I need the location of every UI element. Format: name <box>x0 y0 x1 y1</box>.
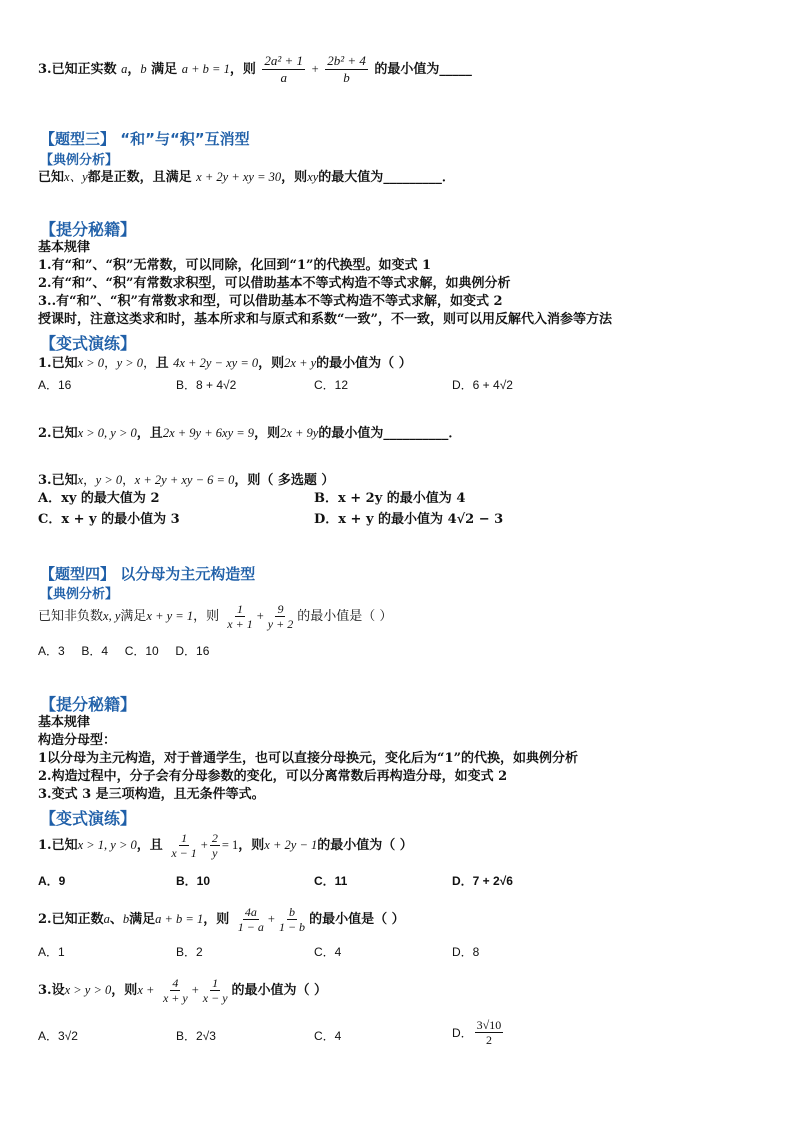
practice-question-1: 1.已知x > 1, y > 0，且 $\frac{1}{x - 1}$ + $\frac{2}{y}$ = 1，则x + 2y − 1的最小值为（ ） <box>38 831 413 860</box>
q-text: 1.已知 <box>38 838 78 853</box>
separator: 、 <box>109 912 123 927</box>
var-a: a <box>121 62 128 76</box>
q-text: 的最小值为（ ） <box>231 983 328 998</box>
option-b[interactable]: B．2√3 <box>176 1029 216 1043</box>
q-text: 3.已知 <box>38 473 78 488</box>
option-label: D． <box>452 1026 473 1040</box>
rule-line: 3..有“和”、“积”有常数求和型，可以借助基本不等式构造不等式求解，如变式 2 <box>38 294 503 309</box>
denominator: y <box>212 846 218 860</box>
denominator: b <box>343 70 350 85</box>
option-c[interactable]: C．x + y 的最小值为 3 <box>38 512 180 527</box>
vars: x, y <box>103 609 121 623</box>
q-number: 3. <box>38 62 52 77</box>
q-text: ，则 <box>254 426 281 441</box>
option-a[interactable]: A．1 <box>38 945 65 959</box>
q-text: ，则 <box>203 912 230 927</box>
rule-title: 基本规律 <box>38 715 91 730</box>
q-text: ，且 <box>136 426 163 441</box>
option-c[interactable]: C．4 <box>314 1029 342 1043</box>
expression: 2x + 9y <box>280 426 319 440</box>
fraction-2 <box>325 53 368 86</box>
fraction-2 <box>201 976 230 1005</box>
denominator: 1 − b <box>278 920 306 934</box>
q-text: 1.已知 <box>38 356 78 371</box>
q-text: 已知非负数 <box>38 609 104 624</box>
rule-line: 3.变式 3 是三项构造，且无条件等式。 <box>38 787 265 802</box>
expression: x + <box>137 983 155 997</box>
option-a[interactable]: A．3√2 <box>38 1029 78 1043</box>
numerator: 1 <box>181 831 188 845</box>
expression: xy <box>307 170 319 184</box>
section-3-title: 【题型三】 “和”与“积”互消型 <box>40 130 250 148</box>
numerator: 4 <box>172 976 179 990</box>
rule-line: 授课时，注意这类求和时，基本所求和与原式和系数“一致”，不一致，则可以用反解代入消参等方法 <box>38 312 612 327</box>
fraction-2 <box>210 831 220 860</box>
condition: x > 0 <box>77 356 105 370</box>
fraction <box>475 1018 504 1047</box>
fraction-1 <box>236 905 266 934</box>
fraction-1 <box>169 831 198 860</box>
q-text: 满足 <box>120 609 147 624</box>
expression: x + 2y − 1 <box>264 838 318 852</box>
q-text: ，则 <box>111 983 138 998</box>
option-d[interactable]: D．7 + 2√6 <box>452 874 513 888</box>
example-question: 已知非负数x, y满足x + y = 1，则 $\frac{1}{x + 1}$ + $\frac{9}{y + 2}$ 的最小值是（ ） <box>38 602 393 631</box>
condition: a + b = 1 <box>181 62 230 76</box>
example-options[interactable]: A．3 B．4 C．10 D．16 <box>38 644 210 658</box>
var-x: x <box>77 473 84 487</box>
option-d[interactable]: D．x + y 的最小值为 4√2 − 3 <box>314 512 504 527</box>
condition: x > 1, y > 0 <box>77 838 137 852</box>
practice-label: 【变式演练】 <box>40 809 137 828</box>
option-b[interactable]: B．8 + 4√2 <box>176 378 237 392</box>
denominator: 2 <box>485 1033 492 1047</box>
tips-label: 【提分秘籍】 <box>40 695 137 714</box>
rule-line: 1.有“和”、“积”无常数，可以同除，化回到“1”的代换型。如变式 1 <box>38 258 432 273</box>
practice-label: 【变式演练】 <box>40 334 137 353</box>
vars: x、y <box>64 170 88 184</box>
rule-subtitle: 构造分母型： <box>38 733 117 748</box>
option-d[interactable] <box>452 1018 505 1047</box>
denominator: x + 1 <box>227 617 253 631</box>
answer-blank: _________． <box>383 170 455 185</box>
q-text: ，则 <box>281 170 308 185</box>
var-b: b <box>140 62 147 76</box>
q-text: ，则 <box>229 62 256 77</box>
numerator: 3√10 <box>476 1018 502 1032</box>
option-c[interactable]: C．11 <box>314 874 348 888</box>
tips-label: 【提分秘籍】 <box>40 220 137 239</box>
option-c[interactable]: C．12 <box>314 378 349 392</box>
answer-blank: __________． <box>383 426 462 441</box>
condition: x + 2y + xy = 30 <box>196 170 282 184</box>
plus-sign: + <box>311 62 319 76</box>
equals-one: = 1 <box>221 838 239 852</box>
q-text: 满足 <box>151 62 178 77</box>
denominator: y + 2 <box>267 617 294 631</box>
q-text: 已知 <box>38 170 65 185</box>
option-d[interactable]: D．6 + 4√2 <box>452 378 513 392</box>
option-a[interactable]: A．xy 的最大值为 2 <box>38 491 160 506</box>
rule-line: 2.构造过程中，分子会有分母参数的变化，可以分离常数后再构造分母，如变式 2 <box>38 769 508 784</box>
q-text: 的最大值为 <box>318 170 384 185</box>
q-text: 已知正实数 <box>51 62 117 77</box>
denominator: 1 − a <box>237 920 264 934</box>
condition: y > 0 <box>95 473 123 487</box>
denominator: x + y <box>162 991 188 1005</box>
condition: 2x + 9y + 6xy = 9 <box>162 426 255 440</box>
numerator: 2b² + 4 <box>327 53 366 68</box>
condition: y > 0 <box>116 356 144 370</box>
expression: 2x + y <box>284 356 317 370</box>
example-label: 【典例分析】 <box>40 587 119 602</box>
numerator: 4a <box>244 905 257 919</box>
rule-title: 基本规律 <box>38 240 91 255</box>
q-text: ，且 <box>136 838 163 853</box>
q-text: ，则 <box>238 838 265 853</box>
condition: x > 0, y > 0 <box>77 426 137 440</box>
numerator: 9 <box>277 602 284 616</box>
fraction-1 <box>262 53 305 86</box>
rule-line: 1以分母为主元构造，对于普通学生，也可以直接分母换元，变化后为“1”的代换，如典例分析 <box>38 751 579 766</box>
fraction-2 <box>277 905 307 934</box>
denominator: x − 1 <box>171 846 197 860</box>
section-4-title: 【题型四】 以分母为主元构造型 <box>40 565 256 583</box>
q-text: ，则 <box>258 356 285 371</box>
answer-blank: _____ <box>439 62 472 77</box>
numerator: 2 <box>211 831 218 845</box>
fraction-1 <box>161 976 190 1005</box>
q-text: 且 <box>155 356 169 371</box>
denominator: x − y <box>202 991 228 1005</box>
top-question-3 <box>38 53 472 86</box>
condition: x + 2y + xy − 6 = 0 <box>134 473 235 487</box>
denominator: a <box>280 70 287 85</box>
q-text: 的最小值为 <box>318 426 384 441</box>
numerator: b <box>289 905 295 919</box>
rule-line: 2.有“和”、“积”有常数求积型，可以借助基本不等式构造不等式求解，如典例分析 <box>38 276 511 291</box>
q-text: ，则 <box>193 609 220 624</box>
condition: 4x + 2y − xy = 0 <box>173 356 259 370</box>
numerator: 2a² + 1 <box>264 53 304 68</box>
condition: x + y = 1 <box>146 609 194 623</box>
practice-question-1: 1.已知x > 0，y > 0，且 4x + 2y − xy = 0，则2x + y的最小值为（ ） <box>38 356 412 371</box>
option-b[interactable]: B．2 <box>176 945 203 959</box>
q-text: 的最小值是（ ） <box>309 912 405 927</box>
option-d[interactable]: D．8 <box>452 945 480 959</box>
q-text: 的最小值为 <box>374 62 440 77</box>
option-a[interactable]: A．16 <box>38 378 72 392</box>
numerator: 1 <box>236 602 243 616</box>
practice-question-3: 3.设x > y > 0，则x + $\frac{4}{x + y}$ + $\frac{1}{x - y}$ 的最小值为（ ） <box>38 976 328 1005</box>
separator: ， <box>127 62 141 77</box>
var-b: b <box>122 912 130 926</box>
condition: x > y > 0 <box>64 983 112 997</box>
q-text: 的最小值是（ ） <box>297 609 393 624</box>
condition: a + b = 1 <box>155 912 204 926</box>
practice-question-3: 3.已知x，y > 0，x + 2y + xy − 6 = 0，则（ 多选题 ） <box>38 473 335 488</box>
q-text: 2.已知正数 <box>38 912 104 927</box>
option-c[interactable]: C．4 <box>314 945 342 959</box>
q-text: 的最小值为（ ） <box>317 838 413 853</box>
q-text: 满足 <box>129 912 156 927</box>
example-question <box>38 169 455 186</box>
numerator: 1 <box>212 976 219 990</box>
option-b[interactable]: B．10 <box>176 874 211 888</box>
q-text: 2.已知 <box>38 426 78 441</box>
fraction-2 <box>266 602 295 631</box>
option-b[interactable]: B．x + 2y 的最小值为 4 <box>314 491 466 506</box>
q-text: 都是正数，且满足 <box>87 170 192 185</box>
practice-question-2 <box>38 425 461 442</box>
var-a: a <box>103 912 110 926</box>
q-text: 3.设 <box>38 983 65 998</box>
example-label: 【典例分析】 <box>40 153 119 168</box>
practice-question-2: 2.已知正数a、b满足a + b = 1，则 $\frac{4a}{1 - a}$ + $\frac{b}{1 - b}$ 的最小值是（ ） <box>38 905 405 934</box>
q-text: ，则（ 多选题 ） <box>234 473 335 488</box>
option-a[interactable]: A．9 <box>38 874 66 888</box>
fraction-1 <box>225 602 254 631</box>
q-text: 的最小值为（ ） <box>316 356 412 371</box>
